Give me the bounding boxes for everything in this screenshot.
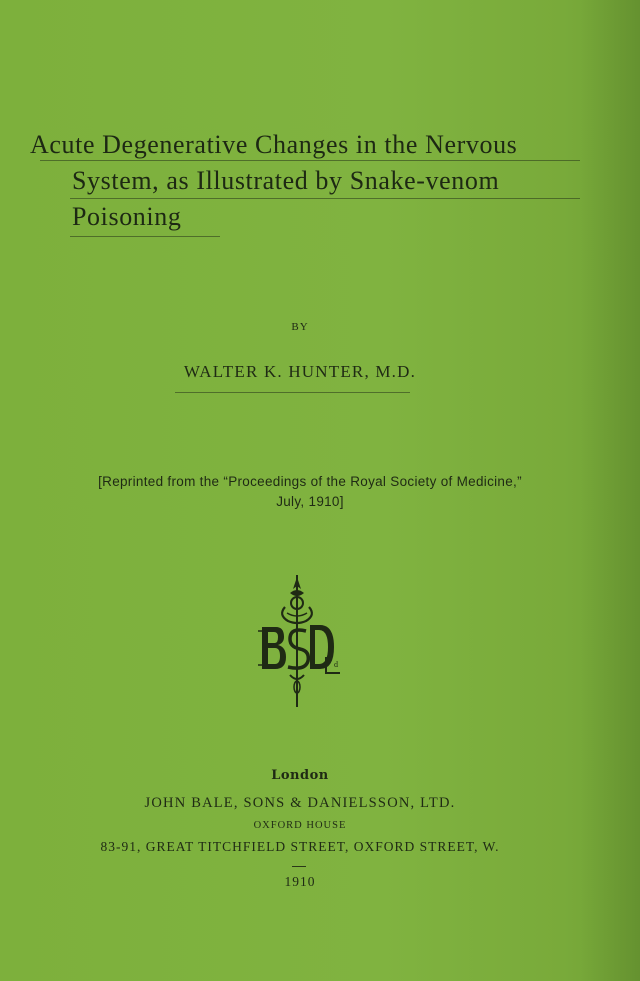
author-underline bbox=[175, 392, 410, 393]
reprint-note bbox=[0, 472, 620, 512]
title-line-2: System, as Illustrated by Snake-venom bbox=[72, 166, 500, 195]
svg-text:d: d bbox=[334, 660, 338, 669]
imprint-divider bbox=[292, 866, 306, 867]
imprint-city: London bbox=[271, 768, 329, 783]
imprint-publisher: JOHN BALE, SONS & DANIELSSON, LTD. bbox=[144, 795, 456, 811]
title-line-1: Acute Degenerative Changes in the Nervous bbox=[30, 130, 518, 159]
title-underline-3 bbox=[70, 236, 220, 237]
reprint-line-1: [Reprinted from the “Proceedings of the Royal Society of Medicine,” bbox=[98, 474, 522, 489]
reprint-line-2: July, 1910] bbox=[276, 494, 344, 509]
title-line-3: Poisoning bbox=[72, 202, 182, 231]
imprint-year: 1910 bbox=[284, 874, 316, 889]
imprint-street: 83-91, GREAT TITCHFIELD STREET, OXFORD STREET, W. bbox=[100, 839, 500, 854]
publisher-monogram-icon bbox=[250, 575, 350, 710]
author-name: WALTER K. HUNTER, M.D. bbox=[183, 362, 417, 381]
imprint-house: OXFORD HOUSE bbox=[253, 820, 347, 831]
title-underline-1 bbox=[40, 160, 580, 161]
by-label: BY bbox=[291, 321, 309, 333]
title-underline-2 bbox=[70, 198, 580, 199]
